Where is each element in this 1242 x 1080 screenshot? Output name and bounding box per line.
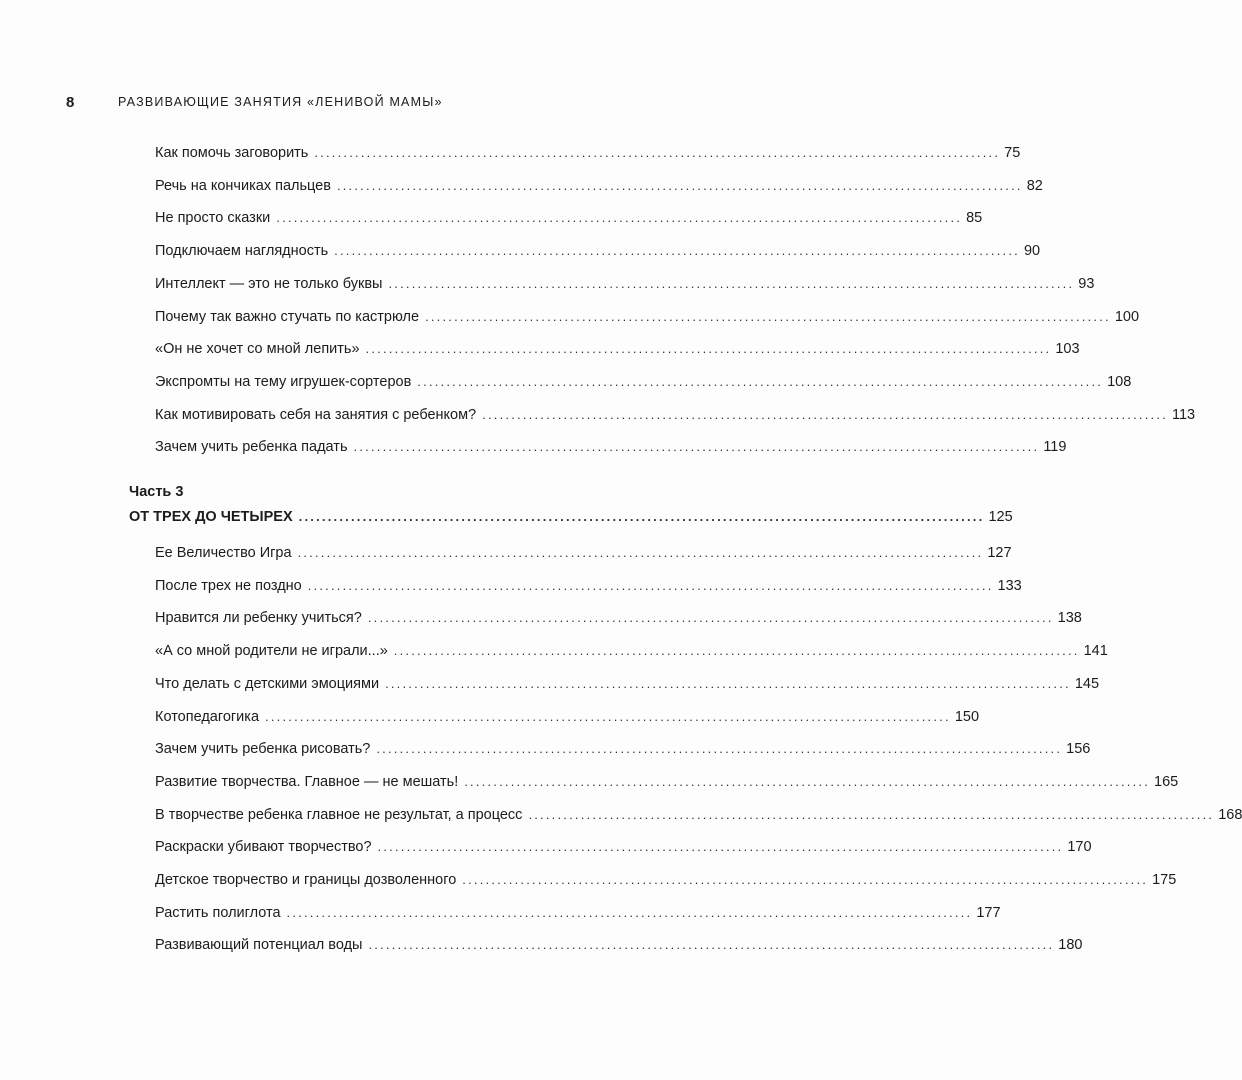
toc-page-number: 170: [1067, 839, 1092, 856]
toc-page-number: 133: [997, 577, 1022, 594]
dot-leader: ......................................................................................................................: [307, 577, 994, 593]
dot-leader: ......................................................................................................................: [462, 872, 1149, 887]
dot-leader: ......................................................................................................................: [377, 839, 1064, 855]
toc-entry[interactable]: [155, 575, 1022, 597]
dot-leader: ......................................................................................................................: [482, 406, 1168, 422]
toc-entry-title: Детское творчество и границы дозволенного: [155, 872, 457, 888]
toc-entry[interactable]: [155, 240, 1041, 262]
toc-entry-title: «Он не хочет со мной лепить»: [155, 341, 360, 358]
toc-page-number: 82: [1026, 177, 1043, 194]
toc-entry-title: Интеллект — это не только буквы: [155, 275, 383, 292]
toc-page-number: 165: [1154, 773, 1179, 790]
part-title-row[interactable]: [129, 506, 1013, 528]
toc-entry-title: Растить полиглота: [155, 904, 281, 921]
toc-entry[interactable]: [155, 804, 1242, 826]
toc-page-number: 125: [988, 509, 1013, 525]
dot-leader: ......................................................................................................................: [265, 708, 951, 724]
toc-entry[interactable]: [155, 338, 1080, 360]
toc-entry[interactable]: [155, 836, 1092, 858]
dot-leader: ......................................................................................................................: [425, 308, 1111, 324]
toc-entry[interactable]: [155, 436, 1067, 458]
toc-page-number: 138: [1057, 610, 1082, 627]
dot-leader: ......................................................................................................................: [276, 210, 963, 226]
part-label: Часть 3: [129, 484, 184, 500]
dot-leader: ......................................................................................................................: [336, 177, 1023, 193]
dot-leader: ......................................................................................................................: [464, 773, 1151, 789]
dot-leader: ......................................................................................................................: [314, 145, 1001, 160]
dot-leader: ......................................................................................................................: [388, 275, 1075, 291]
dot-leader: ......................................................................................................................: [298, 509, 985, 524]
toc-page-number: 108: [1107, 373, 1132, 390]
toc-entry[interactable]: [155, 404, 1196, 426]
toc-page-number: 156: [1066, 741, 1091, 758]
toc-entry-title: Ее Величество Игра: [155, 545, 292, 561]
dot-leader: ......................................................................................................................: [528, 806, 1215, 822]
toc-entry-title: Котопедагогика: [155, 708, 260, 725]
toc-entry-title: Речь на кончиках пальцев: [155, 177, 331, 194]
toc-page-number: 168: [1218, 806, 1242, 823]
dot-leader: ......................................................................................................................: [417, 373, 1104, 389]
dot-leader: ......................................................................................................................: [393, 643, 1080, 659]
toc-entry-title: Зачем учить ребенка рисовать?: [155, 741, 371, 758]
toc-entry[interactable]: [155, 175, 1043, 197]
toc-entry-title: Что делать с детскими эмоциями: [155, 675, 380, 692]
toc-page-number: 85: [966, 210, 983, 227]
toc-entry[interactable]: [155, 706, 980, 728]
toc-page-number: 180: [1058, 937, 1083, 954]
toc-entry[interactable]: [155, 934, 1083, 956]
toc-page-number: 141: [1083, 643, 1108, 660]
toc-entry[interactable]: [155, 607, 1082, 629]
toc-entry-title: Подключаем наглядность: [155, 243, 329, 260]
toc-page-number: 145: [1074, 675, 1100, 692]
toc-page-number: 175: [1152, 872, 1177, 888]
toc-entry[interactable]: [155, 738, 1091, 760]
toc-page-number: 150: [954, 708, 980, 725]
dot-leader: ......................................................................................................................: [353, 439, 1040, 455]
toc-page-number: 90: [1023, 243, 1041, 260]
dot-leader: ......................................................................................................................: [286, 904, 973, 920]
toc-page-number: 75: [1004, 145, 1021, 161]
toc-entry[interactable]: [155, 306, 1140, 328]
toc-entry-title: Зачем учить ребенка падать: [155, 439, 348, 456]
toc-entry[interactable]: [155, 640, 1108, 662]
toc-entry-title: «А со мной родители не играли...»: [155, 643, 388, 660]
toc-page-number: 100: [1114, 308, 1140, 325]
toc-entry-title: В творчестве ребенка главное не результат, а процесс: [155, 806, 523, 823]
page-number: 8: [66, 93, 75, 111]
toc-page-number: 177: [976, 904, 1001, 921]
toc-entry[interactable]: [155, 142, 1021, 164]
dot-leader: ......................................................................................................................: [365, 341, 1052, 357]
toc-entry[interactable]: [155, 273, 1095, 295]
dot-leader: ......................................................................................................................: [334, 243, 1020, 259]
toc-entry-title: Почему так важно стучать по кастрюле: [155, 308, 420, 325]
running-title: РАЗВИВАЮЩИЕ ЗАНЯТИЯ «ЛЕНИВОЙ МАМЫ»: [118, 95, 443, 109]
toc-entry[interactable]: [155, 673, 1100, 695]
toc-entry-title: Нравится ли ребенку учиться?: [155, 610, 362, 627]
toc-page-number: 103: [1055, 341, 1080, 358]
dot-leader: ......................................................................................................................: [376, 741, 1063, 757]
toc-entry-title: Не просто сказки: [155, 210, 271, 227]
toc-entry[interactable]: [155, 902, 1001, 924]
toc-entry[interactable]: [155, 869, 1177, 891]
toc-page-number: 113: [1171, 406, 1196, 423]
toc-entry-title: Раскраски убивают творчество?: [155, 839, 372, 856]
dot-leader: ......................................................................................................................: [368, 937, 1055, 953]
toc-entry-title: После трех не поздно: [155, 577, 302, 594]
toc-entry-title: Развитие творчества. Главное — не мешать!: [155, 773, 459, 790]
dot-leader: ......................................................................................................................: [385, 675, 1071, 691]
toc-entry-title: Развивающий потенциал воды: [155, 937, 363, 954]
toc-page-number: 93: [1078, 275, 1095, 292]
toc-page-number: 127: [987, 545, 1012, 561]
toc-entry[interactable]: [155, 371, 1132, 393]
toc-entry[interactable]: [155, 542, 1012, 564]
toc-entry[interactable]: [155, 207, 983, 229]
toc-entry-title: Как мотивировать себя на занятия с ребенком?: [155, 406, 477, 423]
dot-leader: ......................................................................................................................: [367, 610, 1054, 626]
toc-page-number: 119: [1043, 439, 1067, 456]
page-header: [66, 92, 443, 112]
part-title: ОТ ТРЕХ ДО ЧЕТЫРЕХ: [129, 509, 293, 525]
toc-entry-title: Как помочь заговорить: [155, 145, 309, 161]
dot-leader: ......................................................................................................................: [297, 545, 984, 560]
toc-entry[interactable]: [155, 771, 1179, 793]
toc-entry-title: Экспромты на тему игрушек-сортеров: [155, 373, 412, 390]
